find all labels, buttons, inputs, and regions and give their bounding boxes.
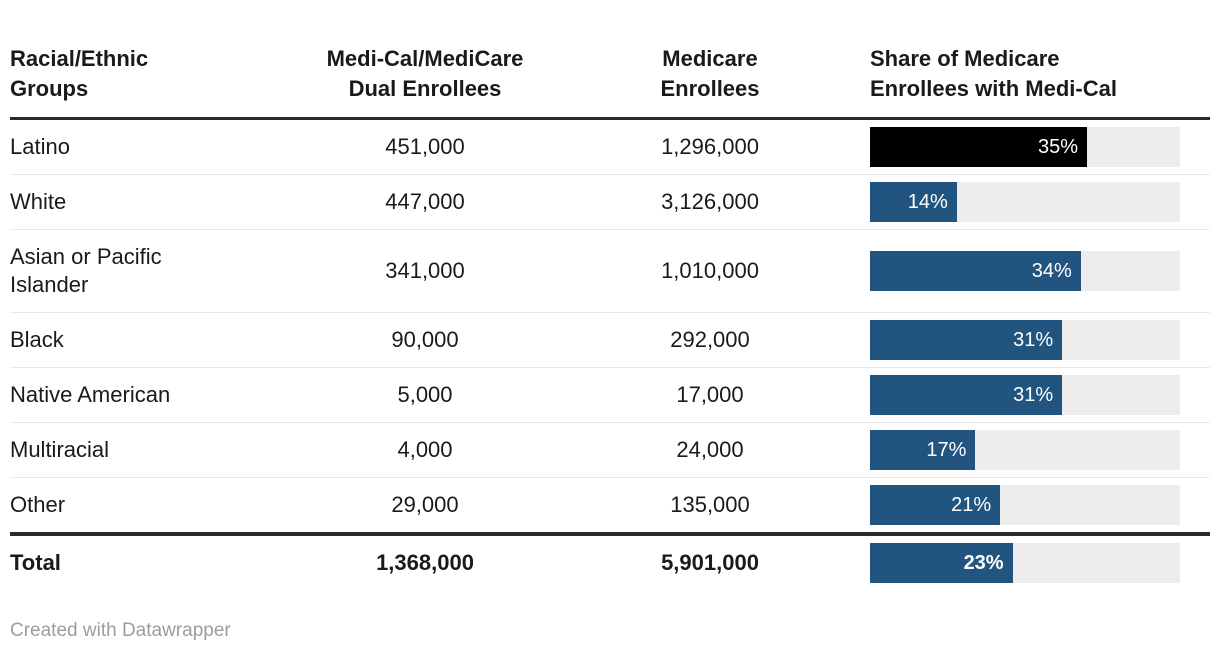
cell-medicare-enrollees: 1,296,000	[570, 119, 850, 175]
column-header-medicare-enrollees	[570, 0, 850, 119]
cell-group	[10, 175, 280, 230]
bar-fill	[870, 251, 1081, 291]
group-label: Other	[10, 492, 66, 517]
bar-track	[870, 127, 1180, 167]
cell-medicare-enrollees: 135,000	[670, 492, 750, 517]
bar-value-label: 31%	[1013, 329, 1054, 351]
bar-value-label: 14%	[907, 191, 948, 213]
column-header-share-with-medical	[850, 0, 1210, 119]
datawrapper-credit-link[interactable]: Created with Datawrapper	[10, 620, 231, 641]
cell-share-bar	[850, 534, 1210, 590]
table-row	[10, 423, 1210, 478]
bar-fill	[870, 430, 975, 470]
group-label: Latino	[10, 134, 70, 159]
header-line: Groups	[10, 76, 89, 101]
cell-dual-enrollees: 341,000	[280, 230, 570, 313]
table-row	[10, 230, 1210, 313]
cell-share-bar	[850, 478, 1210, 535]
cell-share-bar	[850, 368, 1210, 423]
cell-dual-enrollees: 29,000	[391, 492, 459, 517]
data-table	[10, 0, 1210, 590]
cell-medicare-enrollees: 1,010,000	[570, 230, 850, 313]
header-line: Enrollees	[660, 76, 760, 101]
group-label: Multiracial	[10, 437, 110, 462]
bar-fill	[870, 182, 957, 222]
group-label: Total	[10, 550, 61, 575]
cell-share-bar	[850, 230, 1210, 313]
bar-track	[870, 251, 1180, 291]
bar-track	[870, 430, 1180, 470]
cell-group	[10, 534, 280, 590]
cell-group	[10, 368, 280, 423]
table-row	[10, 368, 1210, 423]
bar-value-label: 21%	[951, 494, 992, 516]
header-line: Racial/Ethnic	[10, 46, 149, 71]
bar-fill	[870, 375, 1062, 415]
cell-dual-enrollees: 1,368,000	[280, 534, 570, 590]
header-line: Share of Medicare	[870, 46, 1060, 71]
bar-value-label: 35%	[1037, 136, 1078, 158]
cell-dual-enrollees: 4,000	[280, 423, 570, 478]
header-line: Dual Enrollees	[348, 76, 502, 101]
bar-fill	[870, 127, 1087, 167]
cell-medicare-enrollees: 24,000	[570, 423, 850, 478]
bar-fill	[870, 485, 1000, 525]
bar-track	[870, 485, 1180, 525]
group-label: Asian or Pacific Islander	[10, 244, 162, 297]
bar-track	[870, 182, 1180, 222]
bar-value-label: 17%	[926, 439, 967, 461]
table-row	[10, 534, 1210, 590]
bar-track	[870, 375, 1180, 415]
cell-dual-enrollees: 5,000	[280, 368, 570, 423]
cell-medicare-enrollees: 5,901,000	[570, 534, 850, 590]
table-row	[10, 478, 1210, 535]
attribution-footer	[10, 620, 1210, 642]
table-row	[10, 175, 1210, 230]
bar-track	[870, 543, 1180, 583]
cell-share-bar	[850, 423, 1210, 478]
table-row	[10, 313, 1210, 368]
column-header-racial-ethnic-groups	[10, 0, 280, 119]
cell-group	[10, 230, 280, 313]
table-body	[10, 119, 1210, 591]
cell-group	[10, 478, 280, 535]
group-label: Black	[10, 327, 64, 352]
header-line: Enrollees with Medi-Cal	[870, 76, 1117, 101]
bar-value-label: 23%	[963, 552, 1004, 574]
cell-medicare-enrollees: 292,000	[570, 313, 850, 368]
cell-dual-enrollees: 451,000	[280, 119, 570, 175]
bar-fill	[870, 320, 1062, 360]
header-line: Medicare	[662, 46, 758, 71]
cell-medicare-enrollees: 17,000	[570, 368, 850, 423]
bar-fill	[870, 543, 1013, 583]
cell-share-bar	[850, 175, 1210, 230]
cell-dual-enrollees: 90,000	[280, 313, 570, 368]
group-label: White	[10, 189, 67, 214]
cell-share-bar	[850, 119, 1210, 175]
header-row	[10, 0, 1210, 119]
table-header	[10, 0, 1210, 119]
group-label: Native American	[10, 382, 171, 407]
column-header-dual-enrollees	[280, 0, 570, 119]
cell-medicare-enrollees: 3,126,000	[570, 175, 850, 230]
cell-group	[10, 119, 280, 175]
cell-group	[10, 313, 280, 368]
cell-share-bar	[850, 313, 1210, 368]
cell-group	[10, 423, 280, 478]
bar-value-label: 34%	[1031, 260, 1072, 282]
header-line: Medi-Cal/MediCare	[326, 46, 524, 71]
bar-value-label: 31%	[1013, 384, 1054, 406]
cell-dual-enrollees: 447,000	[280, 175, 570, 230]
table-row	[10, 119, 1210, 175]
bar-track	[870, 320, 1180, 360]
